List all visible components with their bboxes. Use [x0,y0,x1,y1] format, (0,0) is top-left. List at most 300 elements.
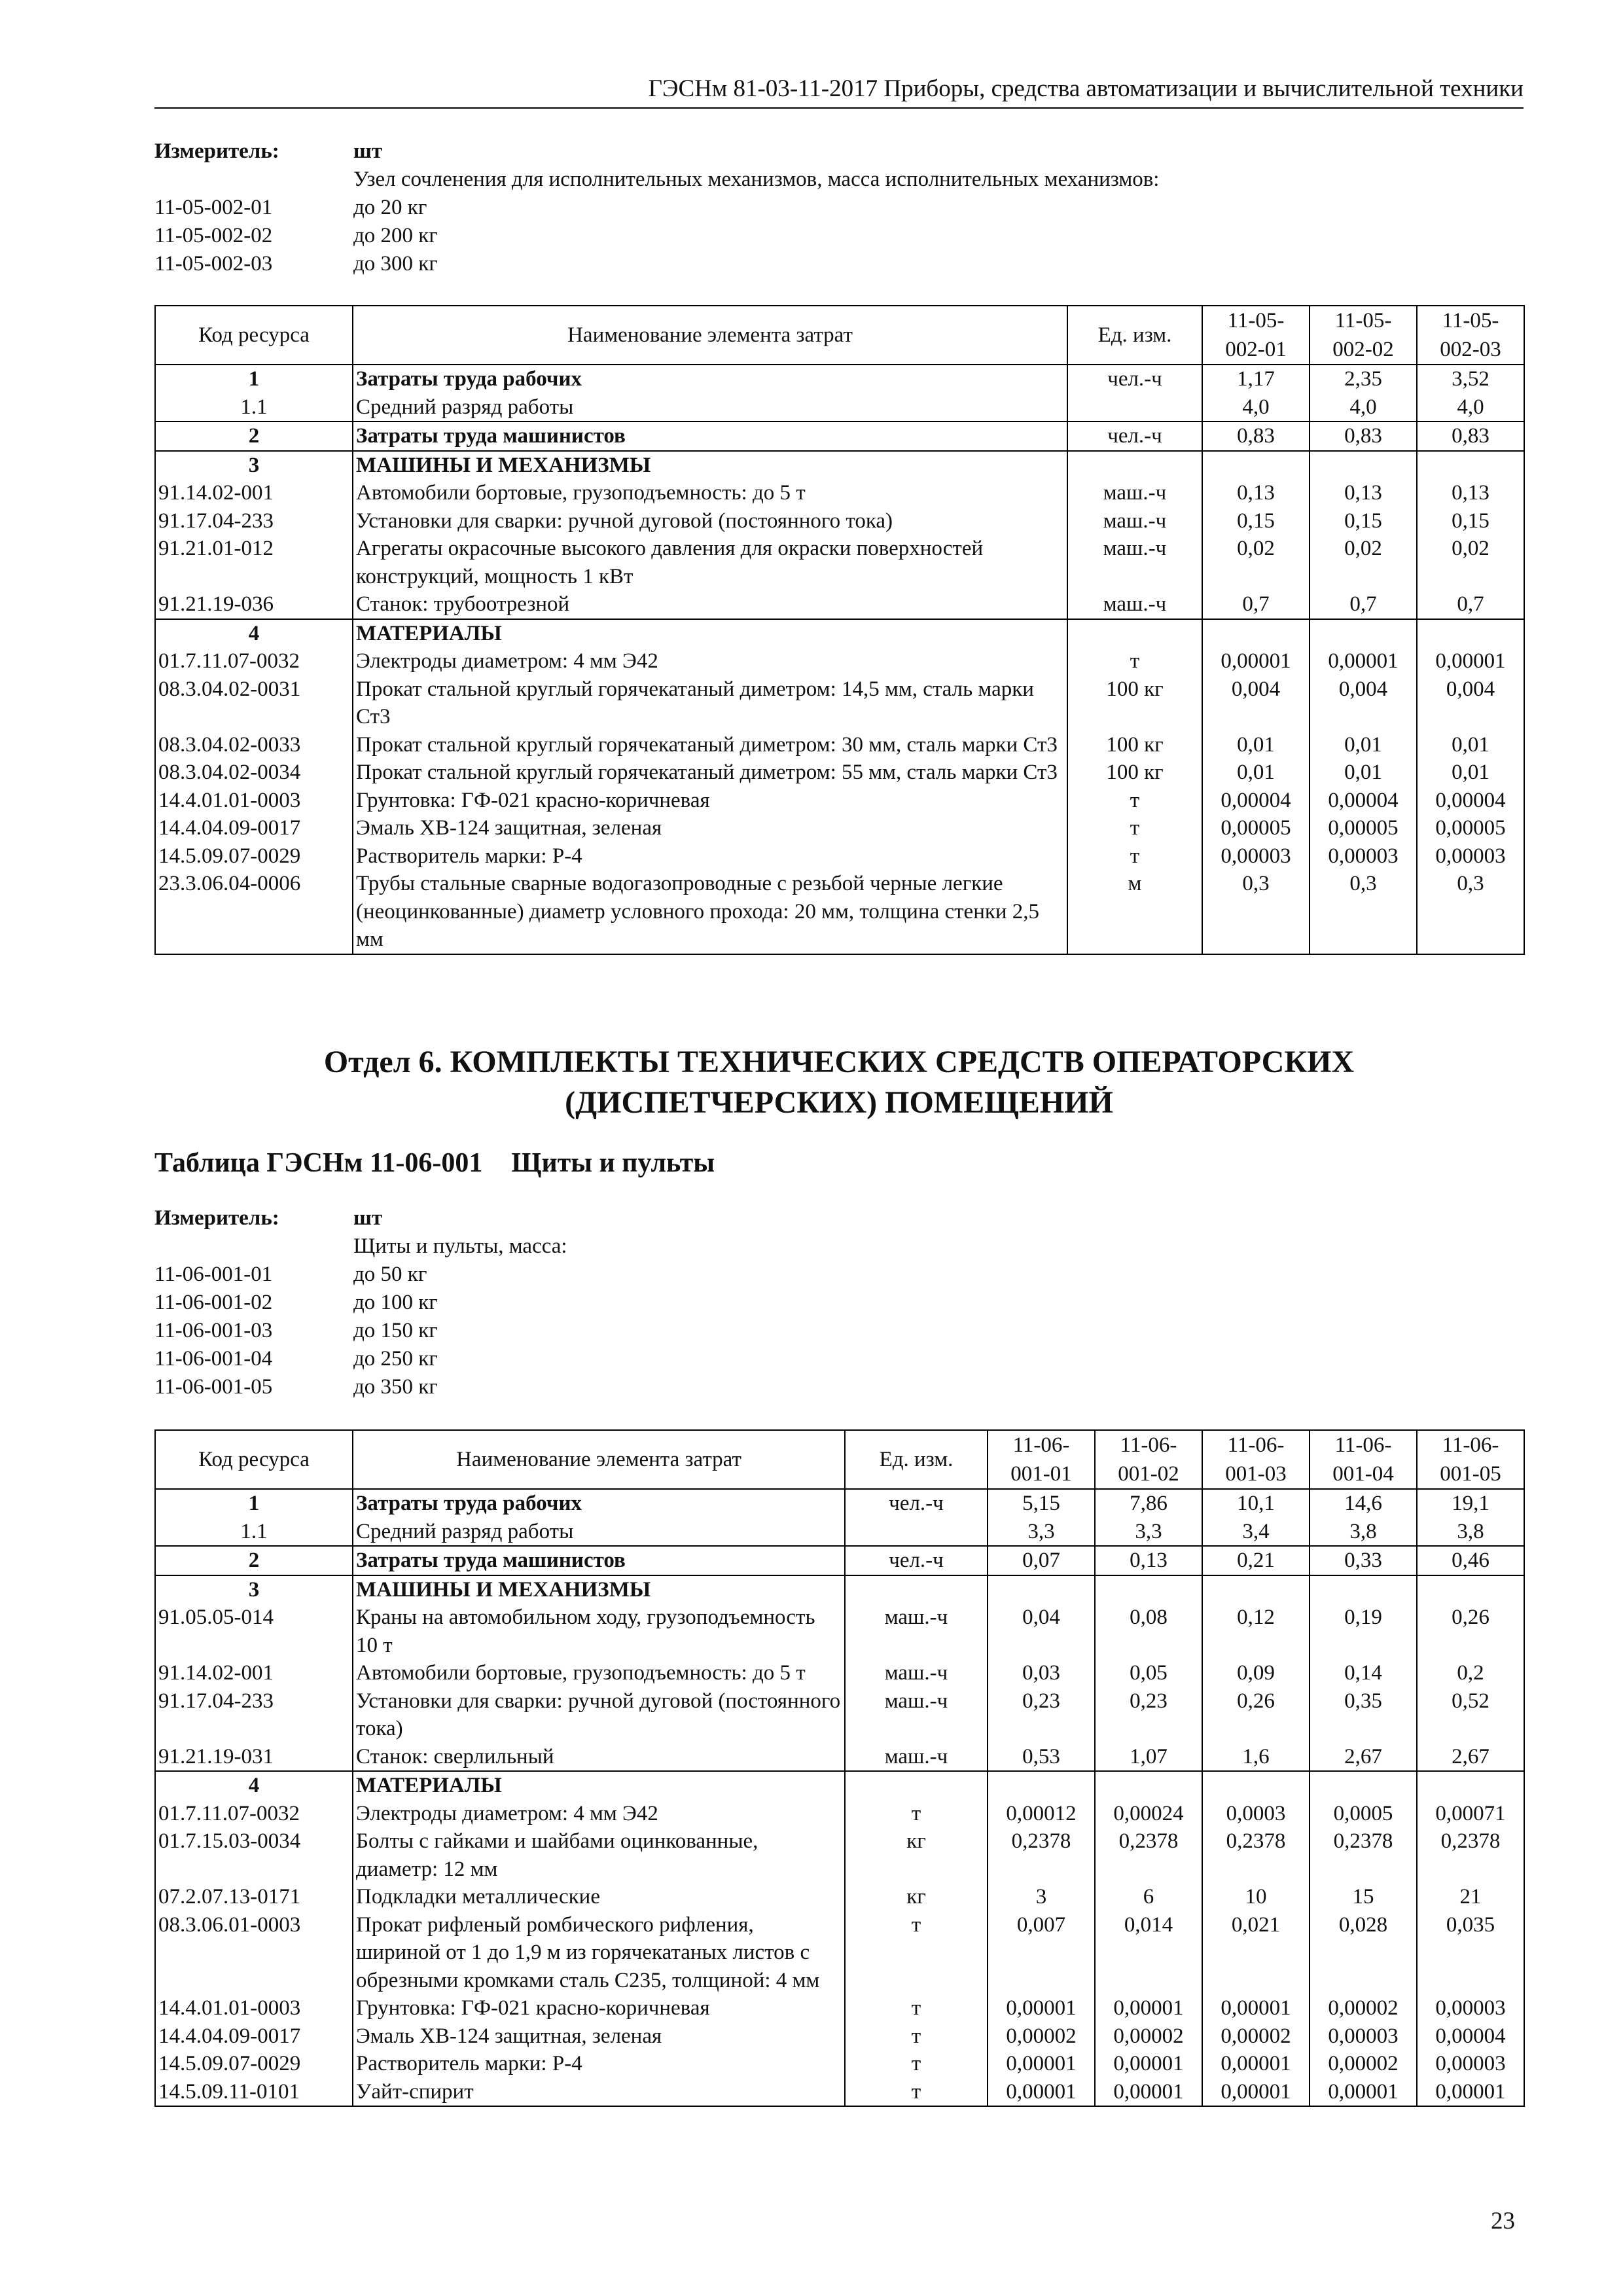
resource-code-cell: 01.7.11.07-0032 [155,1800,353,1828]
value-cell: 0,00001 [1310,647,1417,675]
value-cell: 0,028 [1310,1911,1417,1995]
value-cell [1202,451,1310,480]
table-row [155,1771,1524,1800]
unit-cell [845,1575,988,1604]
resource-name-cell: Станок: трубоотрезной [353,590,1067,619]
unit-cell: т [845,1911,988,1995]
unit-cell: маш.-ч [845,1743,988,1772]
value-cell: 3 [988,1883,1095,1911]
resource-name-cell: Установки для сварки: ручной дуговой (постоянного тока) [353,1687,845,1743]
measure-label: Измеритель: [154,139,279,163]
value-cell [1310,451,1417,480]
measure-item [154,1289,567,1317]
resource-code-cell: 08.3.04.02-0034 [155,759,353,787]
table-row [155,731,1524,759]
column-header: 11-05- 002-02 [1310,306,1417,365]
unit-cell: т [845,2078,988,2107]
resource-name-cell: Эмаль ХВ-124 защитная, зеленая [353,2022,845,2051]
measure-item [154,1261,567,1289]
table-row [155,507,1524,535]
resource-name-cell: Грунтовка: ГФ-021 красно-коричневая [353,787,1067,815]
value-cell: 0,09 [1202,1659,1310,1687]
value-cell: 10,1 [1202,1489,1310,1518]
column-header: Наименование элемента затрат [353,306,1067,365]
value-cell: 0,01 [1417,759,1524,787]
resource-name-cell: Болты с гайками и шайбами оцинкованные, диаметр: 12 мм [353,1827,845,1883]
value-cell: 0,00001 [1202,647,1310,675]
item-code: 11-06-001-01 [154,1263,273,1286]
value-cell: 0,007 [988,1911,1095,1995]
value-cell: 0,0005 [1310,1800,1417,1828]
value-cell: 0,00012 [988,1800,1095,1828]
value-cell: 3,3 [988,1518,1095,1547]
table-row [155,814,1524,842]
table-row [155,1687,1524,1743]
unit-cell: чел.-ч [1067,365,1202,393]
resource-code-cell: 3 [155,1575,353,1604]
item-text: до 250 кг [353,1347,438,1371]
resource-name-cell: Затраты труда рабочих [353,365,1067,393]
table-row [155,2078,1524,2107]
value-cell: 0,23 [1095,1687,1202,1743]
value-cell: 0,01 [1202,759,1310,787]
value-cell: 0,23 [988,1687,1095,1743]
unit-cell: т [1067,842,1202,870]
unit-cell: кг [845,1827,988,1883]
resource-code-cell: 07.2.07.13-0171 [155,1883,353,1911]
unit-cell: 100 кг [1067,759,1202,787]
resource-name-cell: Растворитель марки: Р-4 [353,2050,845,2078]
resource-name-cell: МАТЕРИАЛЫ [353,619,1067,648]
resource-name-cell: МАШИНЫ И МЕХАНИЗМЫ [353,1575,845,1604]
value-cell [1202,619,1310,648]
table-row [155,451,1524,480]
table-row [155,1575,1524,1604]
resource-code-cell: 91.21.19-036 [155,590,353,619]
table-row [155,1546,1524,1575]
item-text: до 200 кг [353,224,438,247]
table-header-row [155,1430,1524,1489]
resource-code-cell: 1 [155,1489,353,1518]
value-cell: 0,00001 [988,2050,1095,2078]
table-row [155,1489,1524,1518]
value-cell: 0,13 [1095,1546,1202,1575]
value-cell: 0,00003 [1310,2022,1417,2051]
resource-code-cell: 08.3.06.01-0003 [155,1911,353,1995]
value-cell: 0,2378 [1095,1827,1202,1883]
value-cell: 0,00005 [1310,814,1417,842]
value-cell: 0,53 [988,1743,1095,1772]
resource-name-cell: Подкладки металлические [353,1883,845,1911]
resource-name-cell: Автомобили бортовые, грузоподъемность: до 5 т [353,479,1067,507]
unit-cell: маш.-ч [845,1687,988,1743]
value-cell [1310,1771,1417,1800]
value-cell: 0,04 [988,1604,1095,1659]
value-cell: 6 [1095,1883,1202,1911]
value-cell: 0,33 [1310,1546,1417,1575]
value-cell: 0,46 [1417,1546,1524,1575]
value-cell: 0,004 [1202,675,1310,731]
value-cell: 0,00005 [1202,814,1310,842]
column-header: Ед. изм. [845,1430,988,1489]
resource-code-cell: 91.21.19-031 [155,1743,353,1772]
value-cell: 0,004 [1417,675,1524,731]
value-cell: 0,01 [1310,731,1417,759]
column-header: Ед. изм. [1067,306,1202,365]
value-cell: 0,07 [988,1546,1095,1575]
value-cell: 0,15 [1310,507,1417,535]
value-cell: 0,08 [1095,1604,1202,1659]
table-row [155,1800,1524,1828]
value-cell: 0,7 [1310,590,1417,619]
resource-code-cell: 91.17.04-233 [155,507,353,535]
unit-cell: 100 кг [1067,731,1202,759]
table-row [155,759,1524,787]
value-cell [1417,1575,1524,1604]
value-cell: 0,0003 [1202,1800,1310,1828]
page-number: 23 [1491,2208,1515,2234]
measure-unit: шт [353,1206,383,1230]
value-cell [1095,1575,1202,1604]
value-cell: 1,07 [1095,1743,1202,1772]
value-cell: 19,1 [1417,1489,1524,1518]
value-cell: 0,01 [1202,731,1310,759]
column-header: 11-06- 001-03 [1202,1430,1310,1489]
resource-name-cell: Краны на автомобильном ходу, грузоподъемность 10 т [353,1604,845,1659]
unit-cell: маш.-ч [1067,535,1202,590]
item-text: до 350 кг [353,1375,438,1399]
table-row [155,365,1524,393]
resource-code-cell: 14.5.09.07-0029 [155,2050,353,2078]
measure-label: Измеритель: [154,1206,279,1230]
header-rule [154,107,1524,109]
resource-code-cell: 14.4.04.09-0017 [155,814,353,842]
unit-cell [845,1518,988,1547]
column-header: Код ресурса [155,1430,353,1489]
resource-name-cell: Станок: сверлильный [353,1743,845,1772]
value-cell: 0,2378 [1417,1827,1524,1883]
unit-cell: т [845,2022,988,2051]
value-cell: 4,0 [1310,393,1417,422]
value-cell: 0,21 [1202,1546,1310,1575]
table-row [155,1604,1524,1659]
value-cell: 0,05 [1095,1659,1202,1687]
resource-name-cell: Растворитель марки: Р-4 [353,842,1067,870]
table-title [154,1147,715,1179]
unit-cell: т [1067,814,1202,842]
value-cell: 0,00001 [1310,2078,1417,2107]
value-cell: 0,02 [1310,535,1417,590]
resource-name-cell: Грунтовка: ГФ-021 красно-коричневая [353,1994,845,2022]
measure-item [154,1373,567,1401]
value-cell: 0,00003 [1202,842,1310,870]
item-code: 11-06-001-02 [154,1291,273,1314]
value-cell: 3,8 [1417,1518,1524,1547]
measure-unit: шт [353,139,383,163]
resource-name-cell: Затраты труда рабочих [353,1489,845,1518]
value-cell: 0,00002 [1095,2022,1202,2051]
value-cell: 0,15 [1202,507,1310,535]
value-cell: 0,83 [1202,422,1310,451]
value-cell: 0,01 [1417,731,1524,759]
value-cell: 2,67 [1310,1743,1417,1772]
table-row [155,479,1524,507]
resource-name-cell: МАШИНЫ И МЕХАНИЗМЫ [353,451,1067,480]
table-row [155,619,1524,648]
value-cell: 0,26 [1417,1604,1524,1659]
table-title-label: Таблица ГЭСНм 11-06-001 [154,1148,483,1178]
value-cell: 1,6 [1202,1743,1310,1772]
table-row [155,787,1524,815]
resource-name-cell: Автомобили бортовые, грузоподъемность: до 5 т [353,1659,845,1687]
value-cell [1202,1771,1310,1800]
resource-code-cell: 1 [155,365,353,393]
value-cell: 0,7 [1202,590,1310,619]
value-cell: 0,00003 [1417,842,1524,870]
measure-item [154,250,1159,278]
measure-block-1 [154,137,1159,278]
table-row [155,535,1524,590]
unit-cell: чел.-ч [845,1489,988,1518]
value-cell: 0,03 [988,1659,1095,1687]
unit-cell [1067,619,1202,648]
measure-item [154,194,1159,222]
column-header: Код ресурса [155,306,353,365]
value-cell: 3,3 [1095,1518,1202,1547]
column-header: 11-05- 002-01 [1202,306,1310,365]
item-text: до 50 кг [353,1263,427,1286]
resource-code-cell: 01.7.15.03-0034 [155,1827,353,1883]
resource-code-cell: 91.14.02-001 [155,479,353,507]
resource-code-cell: 91.21.01-012 [155,535,353,590]
item-code: 11-06-001-03 [154,1319,273,1342]
column-header: 11-06- 001-04 [1310,1430,1417,1489]
unit-cell: маш.-ч [1067,479,1202,507]
table-row [155,675,1524,731]
resource-table-11-05-002 [154,305,1525,955]
table-row [155,1518,1524,1547]
item-text: до 300 кг [353,252,438,276]
value-cell: 5,15 [988,1489,1095,1518]
resource-code-cell: 14.4.01.01-0003 [155,1994,353,2022]
value-cell: 0,12 [1202,1604,1310,1659]
value-cell: 0,3 [1202,870,1310,954]
value-cell: 0,014 [1095,1911,1202,1995]
unit-cell [1067,451,1202,480]
unit-cell: маш.-ч [1067,507,1202,535]
column-header: 11-06- 001-02 [1095,1430,1202,1489]
resource-name-cell: Эмаль ХВ-124 защитная, зеленая [353,814,1067,842]
value-cell: 14,6 [1310,1489,1417,1518]
unit-cell: маш.-ч [1067,590,1202,619]
value-cell: 2,35 [1310,365,1417,393]
column-header: 11-06- 001-01 [988,1430,1095,1489]
unit-cell [845,1771,988,1800]
table-row [155,422,1524,451]
resource-code-cell: 91.14.02-001 [155,1659,353,1687]
resource-code-cell: 2 [155,422,353,451]
resource-name-cell: МАТЕРИАЛЫ [353,1771,845,1800]
measure-item [154,222,1159,250]
value-cell: 2,67 [1417,1743,1524,1772]
value-cell: 7,86 [1095,1489,1202,1518]
section-heading-line1: Отдел 6. КОМПЛЕКТЫ ТЕХНИЧЕСКИХ СРЕДСТВ ОПЕРАТОРСКИХ [323,1045,1355,1079]
table-row [155,1743,1524,1772]
value-cell: 0,15 [1417,507,1524,535]
value-cell: 0,00003 [1417,2050,1524,2078]
resource-table-11-06-001 [154,1429,1525,2107]
resource-name-cell: Прокат стальной круглый горячекатаный диметром: 30 мм, сталь марки Ст3 [353,731,1067,759]
resource-code-cell: 1.1 [155,1518,353,1547]
unit-cell: т [845,1994,988,2022]
value-cell: 0,00004 [1202,787,1310,815]
item-code: 11-06-001-05 [154,1375,273,1399]
value-cell: 15 [1310,1883,1417,1911]
unit-cell: т [845,1800,988,1828]
resource-code-cell: 91.05.05-014 [155,1604,353,1659]
resource-code-cell: 14.5.09.11-0101 [155,2078,353,2107]
section-heading-line2: (ДИСПЕТЧЕРСКИХ) ПОМЕЩЕНИЙ [565,1085,1113,1120]
resource-code-cell: 08.3.04.02-0033 [155,731,353,759]
item-text: до 150 кг [353,1319,438,1342]
value-cell: 0,2 [1417,1659,1524,1687]
resource-name-cell: Средний разряд работы [353,1518,845,1547]
unit-cell: маш.-ч [845,1604,988,1659]
table-row [155,1883,1524,1911]
value-cell: 0,00002 [988,2022,1095,2051]
value-cell: 0,00024 [1095,1800,1202,1828]
unit-cell: кг [845,1883,988,1911]
resource-code-cell: 14.4.04.09-0017 [155,2022,353,2051]
resource-name-cell: Прокат стальной круглый горячекатаный диметром: 14,5 мм, сталь марки Ст3 [353,675,1067,731]
value-cell: 0,00002 [1310,2050,1417,2078]
measure-description: Узел сочленения для исполнительных механизмов, масса исполнительных механизмов: [353,168,1160,191]
value-cell: 0,00002 [1202,2022,1310,2051]
unit-cell: чел.-ч [845,1546,988,1575]
value-cell: 0,00001 [988,2078,1095,2107]
value-cell: 0,83 [1417,422,1524,451]
resource-name-cell: Затраты труда машинистов [353,1546,845,1575]
value-cell [1417,451,1524,480]
item-code: 11-05-002-03 [154,252,273,276]
value-cell: 0,14 [1310,1659,1417,1687]
value-cell: 10 [1202,1883,1310,1911]
resource-code-cell: 91.17.04-233 [155,1687,353,1743]
value-cell: 0,00001 [1095,1994,1202,2022]
value-cell: 3,4 [1202,1518,1310,1547]
value-cell: 3,52 [1417,365,1524,393]
running-header: ГЭСНм 81-03-11-2017 Приборы, средства автоматизации и вычислительной техники [648,75,1524,102]
measure-item [154,1317,567,1345]
unit-cell: 100 кг [1067,675,1202,731]
value-cell: 0,00001 [1095,2050,1202,2078]
value-cell [1202,1575,1310,1604]
value-cell: 0,02 [1202,535,1310,590]
measure-description: Щиты и пульты, масса: [353,1234,567,1258]
table-title-name: Щиты и пульты [511,1148,715,1178]
table-row [155,1911,1524,1995]
resource-code-cell: 23.3.06.04-0006 [155,870,353,954]
resource-code-cell: 08.3.04.02-0031 [155,675,353,731]
value-cell [988,1575,1095,1604]
resource-name-cell: Уайт-спирит [353,2078,845,2107]
value-cell [1310,1575,1417,1604]
resource-code-cell: 4 [155,619,353,648]
value-cell [988,1771,1095,1800]
value-cell: 0,13 [1417,479,1524,507]
value-cell: 0,01 [1310,759,1417,787]
value-cell: 0,00001 [1417,647,1524,675]
table-row [155,1659,1524,1687]
value-cell: 1,17 [1202,365,1310,393]
table-row [155,1994,1524,2022]
value-cell: 0,19 [1310,1604,1417,1659]
item-text: до 20 кг [353,196,427,219]
unit-cell: чел.-ч [1067,422,1202,451]
resource-code-cell: 14.5.09.07-0029 [155,842,353,870]
table-row [155,590,1524,619]
unit-cell: т [845,2050,988,2078]
value-cell: 0,26 [1202,1687,1310,1743]
value-cell: 0,2378 [988,1827,1095,1883]
value-cell: 0,004 [1310,675,1417,731]
value-cell: 0,3 [1417,870,1524,954]
table-row [155,1827,1524,1883]
item-code: 11-05-002-01 [154,196,273,219]
value-cell: 0,3 [1310,870,1417,954]
value-cell: 0,00001 [1202,2078,1310,2107]
resource-name-cell: Затраты труда машинистов [353,422,1067,451]
value-cell: 0,00003 [1310,842,1417,870]
unit-cell: т [1067,647,1202,675]
resource-code-cell: 2 [155,1546,353,1575]
measure-block-2 [154,1204,567,1401]
value-cell: 0,00071 [1417,1800,1524,1828]
column-header: 11-06- 001-05 [1417,1430,1524,1489]
table-row [155,393,1524,422]
column-header: Наименование элемента затрат [353,1430,845,1489]
value-cell: 0,83 [1310,422,1417,451]
section-heading [154,1042,1524,1123]
resource-name-cell: Прокат рифленый ромбического рифления, шириной от 1 до 1,9 м из горячекатаных листов с обрезными кромками сталь С235, толщиной: 4 мм [353,1911,845,1995]
value-cell: 0,00001 [988,1994,1095,2022]
resource-name-cell: Прокат стальной круглый горячекатаный диметром: 55 мм, сталь марки Ст3 [353,759,1067,787]
measure-item [154,1345,567,1373]
resource-code-cell: 3 [155,451,353,480]
resource-code-cell: 4 [155,1771,353,1800]
value-cell: 0,2378 [1202,1827,1310,1883]
unit-cell: маш.-ч [845,1659,988,1687]
value-cell [1095,1771,1202,1800]
resource-code-cell: 01.7.11.07-0032 [155,647,353,675]
value-cell: 0,00002 [1310,1994,1417,2022]
value-cell: 0,7 [1417,590,1524,619]
resource-name-cell: Средний разряд работы [353,393,1067,422]
value-cell [1310,619,1417,648]
column-header: 11-05- 002-03 [1417,306,1524,365]
value-cell: 0,00005 [1417,814,1524,842]
value-cell: 0,021 [1202,1911,1310,1995]
value-cell: 0,00004 [1310,787,1417,815]
resource-name-cell: Агрегаты окрасочные высокого давления для окраски поверхностей конструкций, мощность 1 кВт [353,535,1067,590]
value-cell: 0,00001 [1202,1994,1310,2022]
value-cell: 0,00003 [1417,1994,1524,2022]
resource-code-cell: 14.4.01.01-0003 [155,787,353,815]
resource-code-cell: 1.1 [155,393,353,422]
value-cell: 0,035 [1417,1911,1524,1995]
unit-cell: т [1067,787,1202,815]
resource-name-cell: Трубы стальные сварные водогазопроводные с резьбой черные легкие (неоцинкованные) диаметр условного прохода: 20 мм, толщина стенки 2,5 мм [353,870,1067,954]
